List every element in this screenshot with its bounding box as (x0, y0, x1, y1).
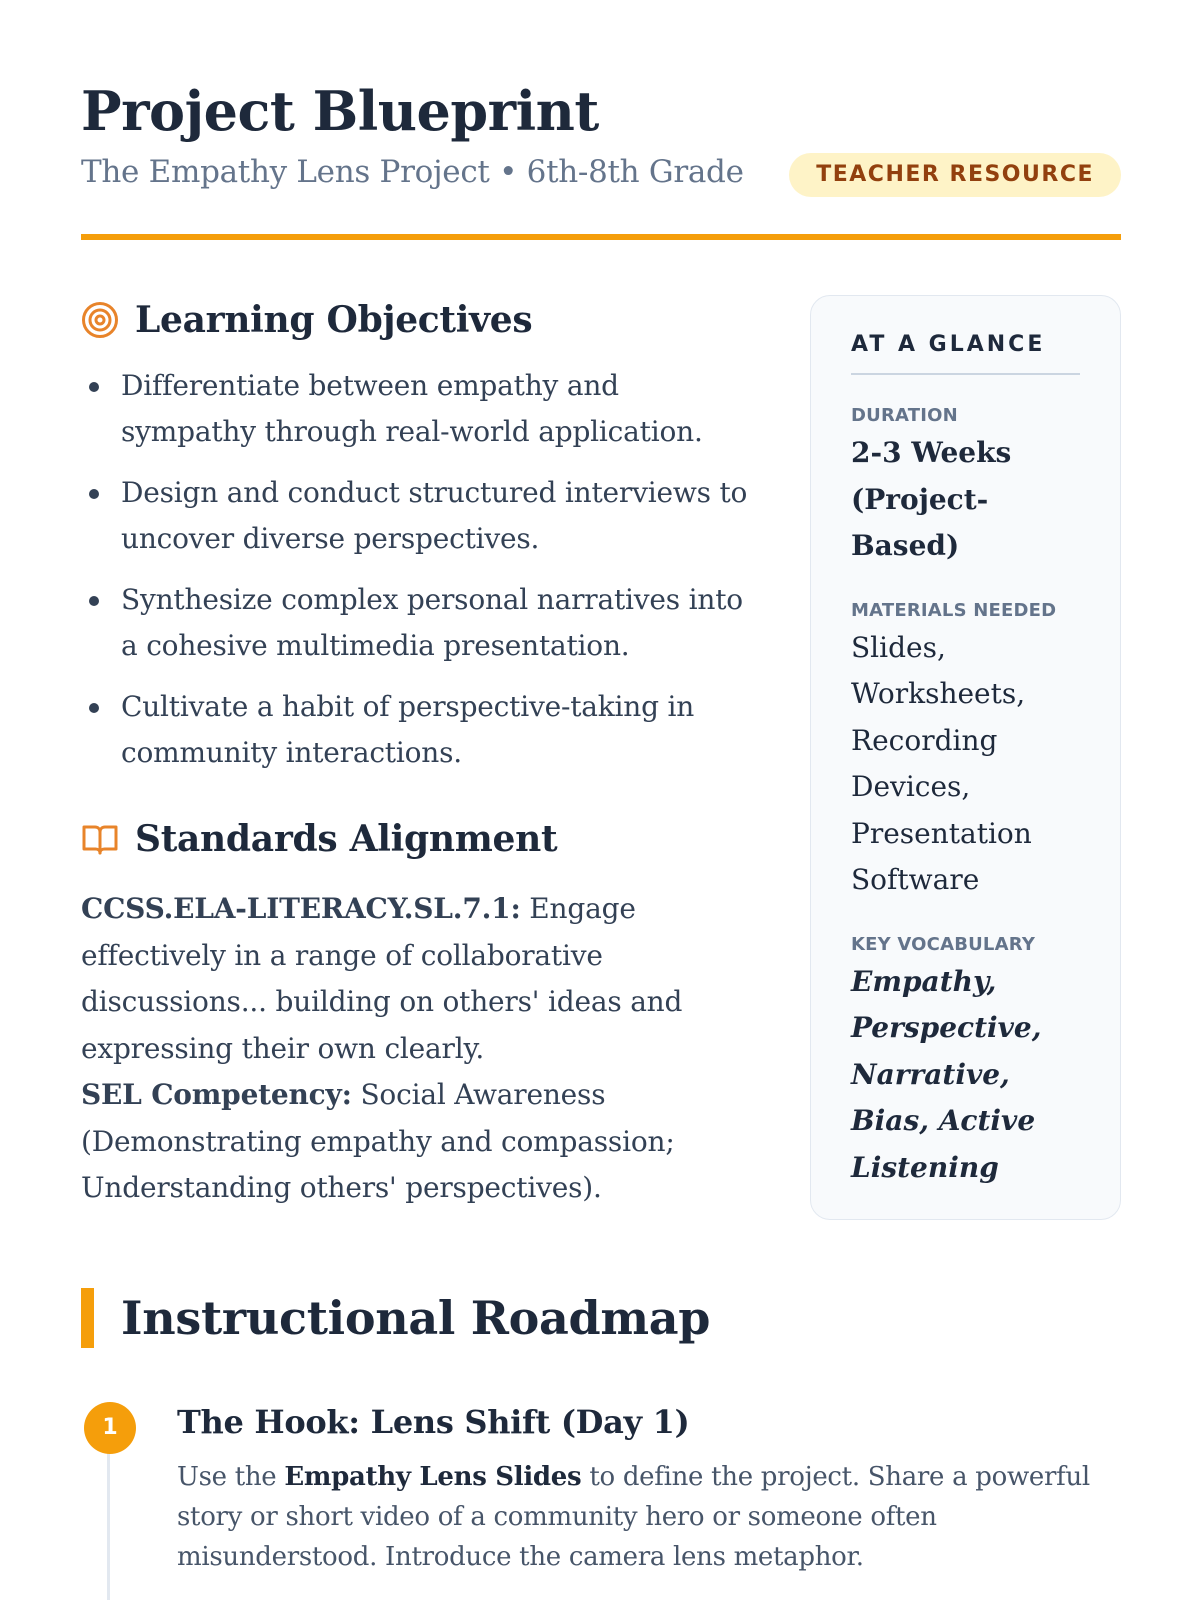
roadmap-heading (81, 1288, 710, 1348)
page-title: Project Blueprint (81, 79, 599, 143)
step-title: The Hook: Lens Shift (Day 1) (177, 1403, 690, 1441)
step-desc-emphasis: Empathy Lens Slides (284, 1462, 582, 1492)
page-subtitle: The Empathy Lens Project • 6th-8th Grade (81, 154, 744, 190)
step-desc-text: Use the (177, 1462, 285, 1492)
standard-text: Engage effectively in a range of collaborative discussions... building on others' ideas and expressing their own clearly. (81, 892, 683, 1065)
standard-entry (81, 1072, 761, 1212)
at-a-glance-card (810, 295, 1121, 1220)
list-item: Design and conduct structured interviews to uncover diverse perspectives. (81, 470, 761, 562)
materials-label: MATERIALS NEEDED (851, 599, 1057, 621)
standards-heading-label: Standards Alignment (135, 818, 558, 860)
list-item: Differentiate between empathy and sympathy through real-world application. (81, 363, 761, 455)
header-divider (81, 234, 1121, 240)
list-item: Synthesize complex personal narratives into a cohesive multimedia presentation. (81, 577, 761, 669)
duration-label: DURATION (851, 405, 958, 426)
standard-entry (81, 886, 761, 1072)
objectives-heading (81, 295, 761, 345)
open-book-icon (81, 820, 119, 858)
standards-body (81, 886, 761, 1212)
roadmap-heading-label: Instructional Roadmap (121, 1291, 711, 1345)
standard-code: SEL Competency: (81, 1078, 352, 1111)
timeline-line (107, 1450, 110, 1600)
step-number-badge: 1 (84, 1402, 136, 1454)
target-icon (81, 301, 119, 339)
accent-bar (81, 1288, 94, 1348)
list-item: Cultivate a habit of perspective-taking in community interactions. (81, 684, 761, 776)
objectives-list (81, 363, 761, 776)
standards-heading (81, 814, 761, 864)
card-title: AT A GLANCE (851, 332, 1080, 375)
standard-code: CCSS.ELA-LITERACY.SL.7.1: (81, 892, 521, 925)
vocabulary-label: KEY VOCABULARY (851, 933, 1036, 955)
page (81, 0, 1121, 1600)
vocabulary-value: Empathy, Perspective, Narrative, Bias, Active Listening (851, 964, 1042, 1184)
teacher-resource-badge: TEACHER RESOURCE (789, 153, 1121, 197)
duration-value: 2-3 Weeks (Project-Based) (851, 436, 1012, 562)
materials-value: Slides, Worksheets, Recording Devices, Presentation Software (851, 630, 1032, 896)
standard-text: Social Awareness (Demonstrating empathy and compassion; Understanding others' perspectives). (81, 1078, 675, 1204)
objectives-heading-label: Learning Objectives (135, 299, 533, 341)
step-desc-text: to define the project. Share a powerful story or short video of a community hero or someone often misunderstood. Introduce the camera lens metaphor. (177, 1462, 1090, 1572)
main-column (81, 295, 761, 1212)
step-description (177, 1457, 1117, 1577)
